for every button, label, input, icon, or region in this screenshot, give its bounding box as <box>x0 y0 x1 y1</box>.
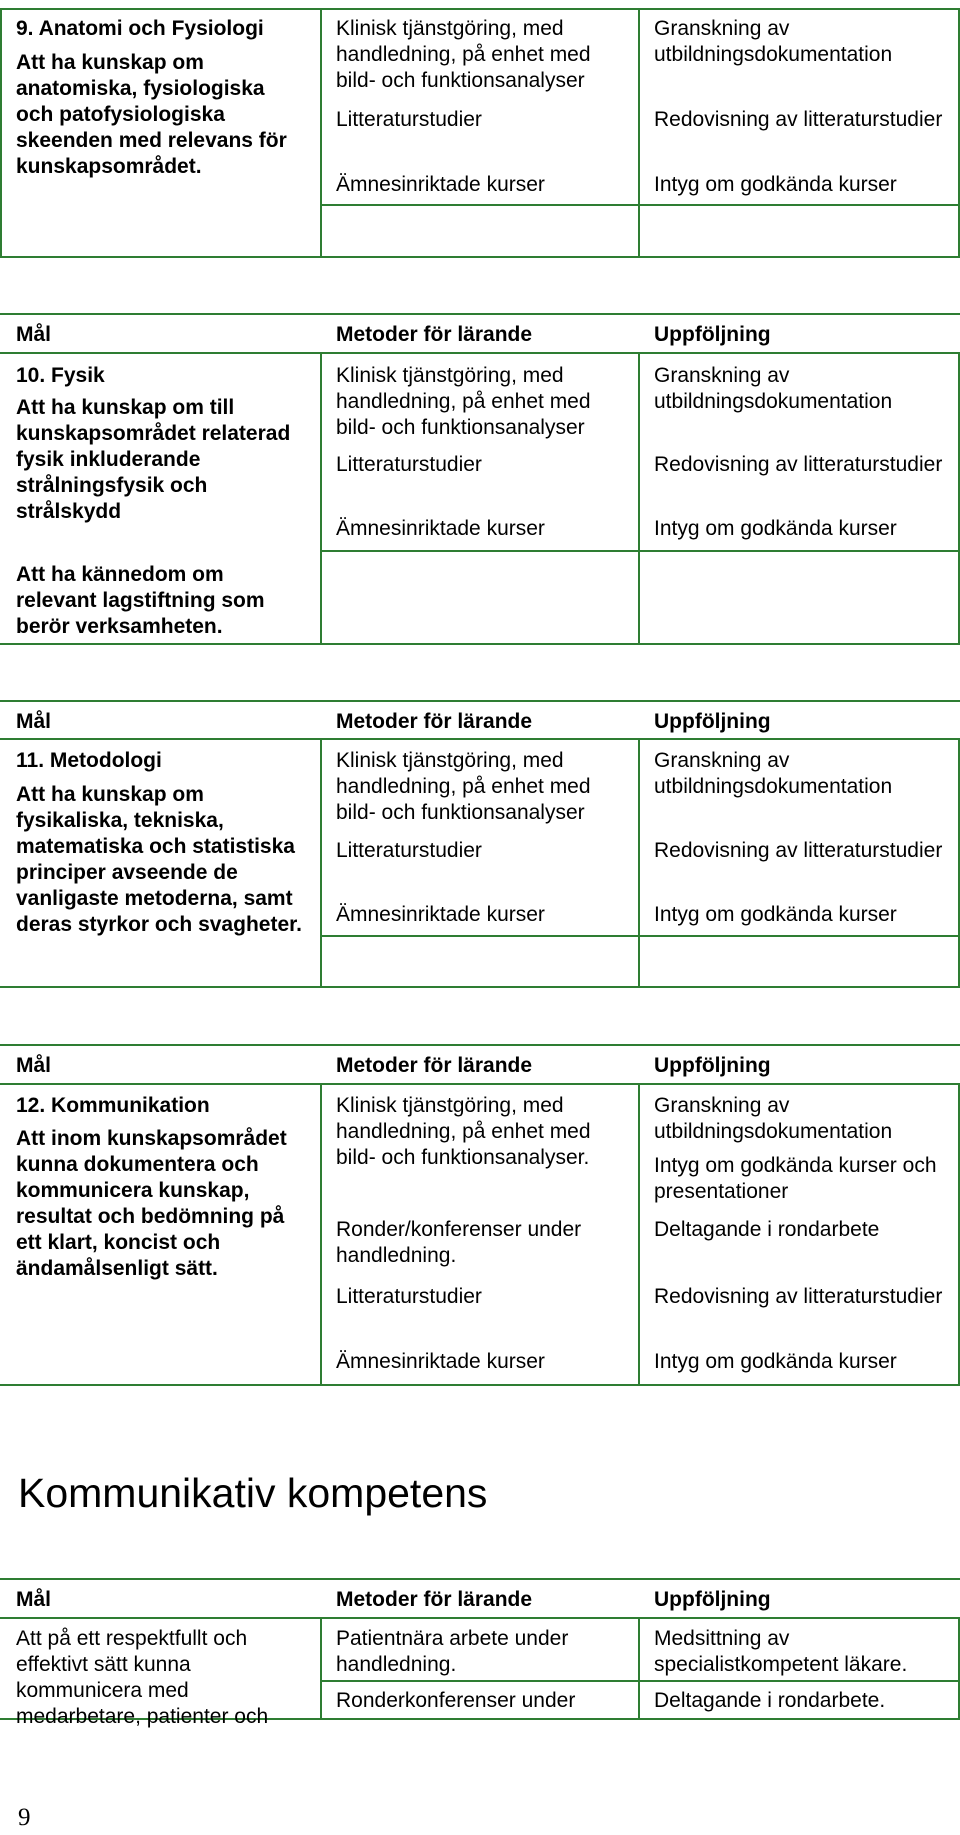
followup-item: Granskning av utbildningsdokumentation <box>654 1094 893 1143</box>
followup-item: Redovisning av litteraturstudier <box>654 839 943 862</box>
followup-item: Medsittning av specialistkompetent läkare. <box>654 1627 908 1676</box>
header-goal: Mål <box>16 1588 52 1611</box>
goal-title: 12. Kommunikation <box>16 1094 210 1117</box>
method-item: Patientnära arbete under handledning. <box>336 1627 569 1676</box>
table-rule <box>0 313 960 315</box>
followup-item: Intyg om godkända kurser <box>654 173 897 196</box>
table-rule <box>0 1384 960 1386</box>
table-rule <box>320 935 960 937</box>
followup-item: Redovisning av litteraturstudier <box>654 1285 943 1308</box>
followup-item: Granskning av utbildningsdokumentation <box>654 749 893 798</box>
header-methods: Metoder för lärande <box>336 1054 533 1077</box>
header-goal: Mål <box>16 710 52 733</box>
goal-text: Att ha kunskap om till kunskapsområdet relaterad fysik inkluderande strålningsfysik och strålskydd <box>16 396 291 523</box>
method-item: Ronderkonferenser under <box>336 1689 576 1712</box>
table-rule <box>0 8 2 258</box>
table-rule <box>638 738 640 988</box>
table-rule <box>0 8 960 10</box>
table-rule <box>320 1083 322 1386</box>
method-item: Ämnesinriktade kurser <box>336 903 545 926</box>
goal-title: 10. Fysik <box>16 364 105 387</box>
followup-item: Deltagande i rondarbete <box>654 1218 880 1241</box>
followup-item: Redovisning av litteraturstudier <box>654 108 943 131</box>
method-item: Litteraturstudier <box>336 839 482 862</box>
followup-item: Intyg om godkända kurser och presentationer <box>654 1154 937 1203</box>
goal-text: Att inom kunskapsområdet kunna dokumentera och kommunicera kunskap, resultat och bedömning på ett klart, koncist och ändamålsenligt sätt. <box>16 1127 287 1280</box>
table-rule <box>320 1617 322 1720</box>
method-item: Ämnesinriktade kurser <box>336 517 545 540</box>
table-rule <box>0 1578 960 1580</box>
table-rule <box>320 1680 960 1682</box>
method-item: Klinisk tjänstgöring, med handledning, på enhet med bild- och funktionsanalyser. <box>336 1094 591 1169</box>
goal-text: Att ha kännedom om relevant lagstiftning som berör verksamheten. <box>16 563 265 638</box>
followup-item: Intyg om godkända kurser <box>654 903 897 926</box>
table-rule <box>0 986 960 988</box>
header-followup: Uppföljning <box>654 1588 771 1611</box>
followup-item: Granskning av utbildningsdokumentation <box>654 364 893 413</box>
table-rule <box>320 352 322 645</box>
header-goal: Mål <box>16 323 52 346</box>
header-followup: Uppföljning <box>654 323 771 346</box>
table-rule <box>320 8 322 258</box>
method-item: Ämnesinriktade kurser <box>336 1350 545 1373</box>
header-methods: Metoder för lärande <box>336 323 533 346</box>
header-goal: Mål <box>16 1054 52 1077</box>
table-rule <box>0 352 960 354</box>
followup-item: Intyg om godkända kurser <box>654 1350 897 1373</box>
header-followup: Uppföljning <box>654 1054 771 1077</box>
method-item: Ämnesinriktade kurser <box>336 173 545 196</box>
goal-text: Att ha kunskap om anatomiska, fysiologiska och patofysiologiska skeenden med relevans för kunskapsområdet. <box>16 51 287 178</box>
method-item: Klinisk tjänstgöring, med handledning, på enhet med bild- och funktionsanalyser <box>336 364 591 439</box>
goal-cell <box>16 1626 316 1730</box>
method-item: Litteraturstudier <box>336 1285 482 1308</box>
method-item: Klinisk tjänstgöring, med handledning, på enhet med bild- och funktionsanalyser <box>336 749 591 824</box>
table-rule <box>0 256 960 258</box>
table-rule <box>638 1083 640 1386</box>
followup-item: Intyg om godkända kurser <box>654 517 897 540</box>
goal-text: Att på ett respektfullt och effektivt sätt kunna kommunicera med medarbetare, patienter och <box>16 1627 269 1728</box>
table-rule <box>0 643 960 645</box>
goal-title: 11. Metodologi <box>16 749 162 772</box>
table-rule <box>0 1044 960 1046</box>
table-rule <box>638 8 640 258</box>
followup-item: Granskning av utbildningsdokumentation <box>654 17 893 66</box>
method-item: Ronder/konferenser under handledning. <box>336 1218 582 1267</box>
table-rule <box>638 1617 640 1720</box>
table-rule <box>638 352 640 645</box>
table-rule <box>0 738 960 740</box>
method-item: Litteraturstudier <box>336 108 482 131</box>
page-number: 9 <box>18 1804 31 1831</box>
goal-text: Att ha kunskap om fysikaliska, tekniska, matematiska och statistiska principer avseende de vanligaste metoderna, samt deras styrkor och svagheter. <box>16 783 302 936</box>
method-item: Klinisk tjänstgöring, med handledning, på enhet med bild- och funktionsanalyser <box>336 17 591 92</box>
goal-title: 9. Anatomi och Fysiologi <box>16 17 264 40</box>
followup-item: Redovisning av litteraturstudier <box>654 453 943 476</box>
table-rule <box>0 700 960 702</box>
table-rule <box>0 1083 960 1085</box>
section-heading: Kommunikativ kompetens <box>18 1470 488 1516</box>
header-methods: Metoder för lärande <box>336 710 533 733</box>
header-followup: Uppföljning <box>654 710 771 733</box>
method-item: Litteraturstudier <box>336 453 482 476</box>
followup-item: Deltagande i rondarbete. <box>654 1689 886 1712</box>
table-rule <box>320 550 960 552</box>
table-rule <box>320 738 322 988</box>
header-methods: Metoder för lärande <box>336 1588 533 1611</box>
table-rule <box>0 1617 960 1619</box>
table-rule <box>320 204 960 206</box>
